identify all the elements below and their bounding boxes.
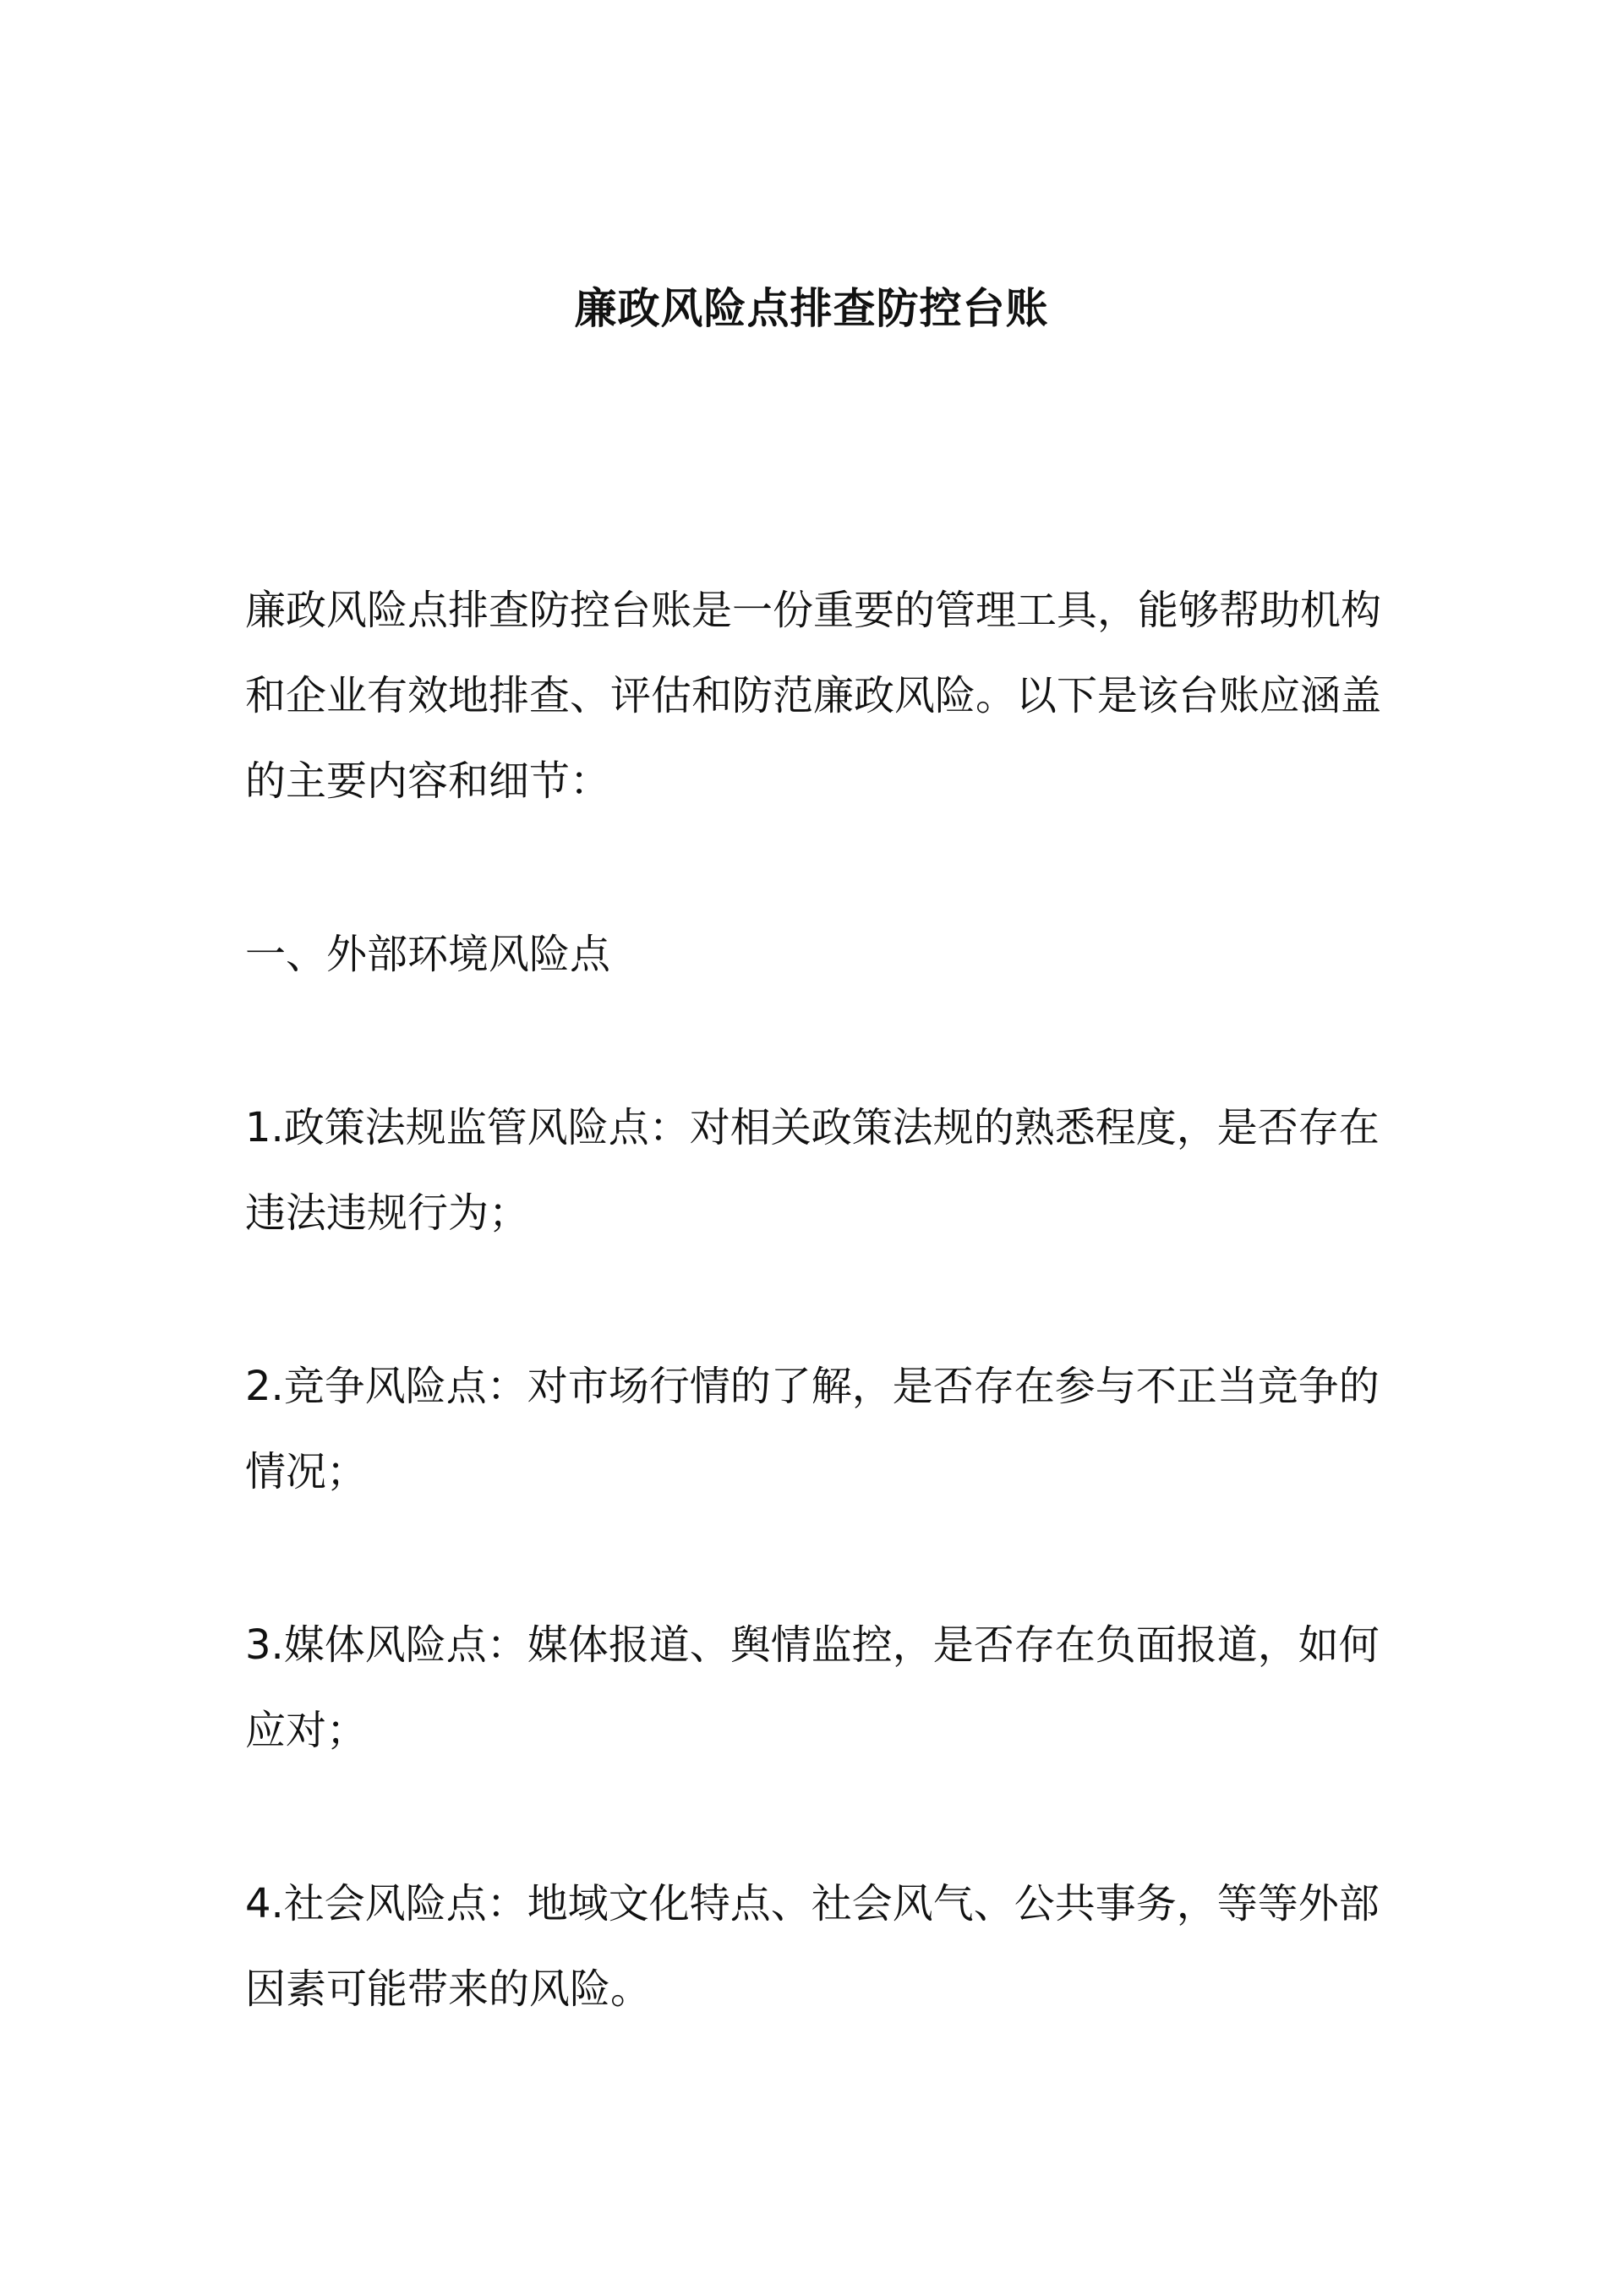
list-item: 4.社会风险点：地域文化特点、社会风气、公共事务，等等外部因素可能带来的风险。 <box>245 1880 1380 2013</box>
list-item: 1.政策法规监管风险点：对相关政策法规的熟悉程度，是否存在违法违规行为； <box>245 1104 1380 1237</box>
intro-paragraph: 廉政风险点排查防控台账是一份重要的管理工具，能够帮助机构和企业有效地排查、评估和防范廉政风险。以下是该台账应涵盖的主要内容和细节： <box>245 587 1382 805</box>
list-item: 2.竞争风险点：对市场行情的了解，是否存在参与不正当竞争的情况； <box>245 1363 1380 1495</box>
document-body <box>245 568 1395 2032</box>
section-heading: 一、外部环境风险点 <box>245 931 611 978</box>
document-title: 廉政风险点排查防控台账 <box>574 284 1049 333</box>
list-item: 3.媒体风险点：媒体报道、舆情监控，是否存在负面报道，如何应对； <box>245 1621 1380 1754</box>
